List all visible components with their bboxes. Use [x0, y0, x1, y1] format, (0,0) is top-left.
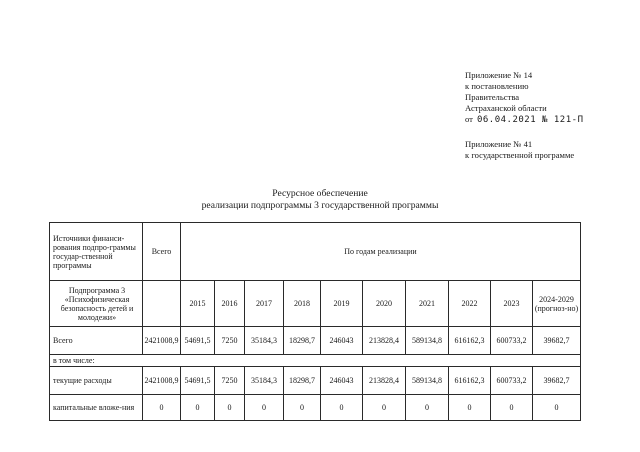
row-label-cell: в том числе: — [50, 355, 581, 367]
row-label-cell: текущие расходы — [50, 367, 143, 395]
value-cell: 589134,8 — [406, 327, 449, 355]
value-cell: 39682,7 — [533, 367, 581, 395]
year-cell: 2018 — [284, 281, 321, 327]
appendix-line: к постановлению — [465, 81, 529, 91]
title-line: реализации подпрограммы 3 государственной программы — [201, 200, 439, 211]
appendix-line: Приложение № 41 — [465, 139, 533, 149]
year-cell: 2016 — [215, 281, 245, 327]
value-cell: 54691,5 — [181, 367, 215, 395]
subprogram-cell: Подпрограмма 3 «Психофизическая безопасность детей и молодежи» — [50, 281, 143, 327]
value-cell: 213828,4 — [363, 367, 406, 395]
table-row — [50, 327, 581, 355]
table-row — [50, 395, 581, 421]
resource-table — [49, 222, 581, 421]
date-prefix: от — [465, 114, 473, 124]
value-cell: 0 — [245, 395, 284, 421]
value-cell: 600733,2 — [491, 327, 533, 355]
row-label-cell: капитальные вложе-ния — [50, 395, 143, 421]
value-cell: 0 — [491, 395, 533, 421]
value-cell: 0 — [321, 395, 363, 421]
row-label-cell: Всего — [50, 327, 143, 355]
value-cell: 35184,3 — [245, 367, 284, 395]
year-cell: 2022 — [449, 281, 491, 327]
value-cell: 0 — [215, 395, 245, 421]
header-years-cell: По годам реализации — [181, 223, 581, 281]
year-cell: 2017 — [245, 281, 284, 327]
value-cell: 0 — [181, 395, 215, 421]
value-cell: 18298,7 — [284, 367, 321, 395]
appendix-date-line — [465, 114, 584, 126]
value-cell: 7250 — [215, 327, 245, 355]
value-cell: 54691,5 — [181, 327, 215, 355]
year-cell: 2024-2029 (прогноз-но) — [533, 281, 581, 327]
value-cell: 18298,7 — [284, 327, 321, 355]
year-cell: 2019 — [321, 281, 363, 327]
year-cell: 2023 — [491, 281, 533, 327]
value-cell: 39682,7 — [533, 327, 581, 355]
value-cell: 616162,3 — [449, 367, 491, 395]
total-cell: 0 — [143, 395, 181, 421]
empty-cell — [143, 281, 181, 327]
title-line: Ресурсное обеспечение — [272, 188, 368, 199]
value-cell: 616162,3 — [449, 327, 491, 355]
header-source-cell: Источники финанси-рования подпро-граммы государ-ственной программы — [50, 223, 143, 281]
value-cell: 0 — [284, 395, 321, 421]
value-cell: 246043 — [321, 367, 363, 395]
value-cell: 246043 — [321, 327, 363, 355]
value-cell: 0 — [449, 395, 491, 421]
value-cell: 0 — [533, 395, 581, 421]
appendix-line: к государственной программе — [465, 150, 575, 160]
table-header-row — [50, 223, 581, 281]
total-cell: 2421008,9 — [143, 327, 181, 355]
value-cell: 0 — [406, 395, 449, 421]
handwritten-date: 06.04.2021 № 121-П — [476, 115, 584, 125]
appendix-line: Приложение № 14 — [465, 70, 533, 80]
year-cell: 2021 — [406, 281, 449, 327]
value-cell: 7250 — [215, 367, 245, 395]
appendix-block — [465, 70, 584, 161]
value-cell: 589134,8 — [406, 367, 449, 395]
total-cell: 2421008,9 — [143, 367, 181, 395]
appendix-line: Астраханской области — [465, 103, 547, 113]
table-row — [50, 355, 581, 367]
value-cell: 35184,3 — [245, 327, 284, 355]
header-total-cell: Всего — [143, 223, 181, 281]
year-cell: 2020 — [363, 281, 406, 327]
value-cell: 600733,2 — [491, 367, 533, 395]
document-title — [0, 188, 640, 212]
table-row — [50, 367, 581, 395]
value-cell: 0 — [363, 395, 406, 421]
table-years-row — [50, 281, 581, 327]
value-cell: 213828,4 — [363, 327, 406, 355]
appendix-line: Правительства — [465, 92, 520, 102]
year-cell: 2015 — [181, 281, 215, 327]
